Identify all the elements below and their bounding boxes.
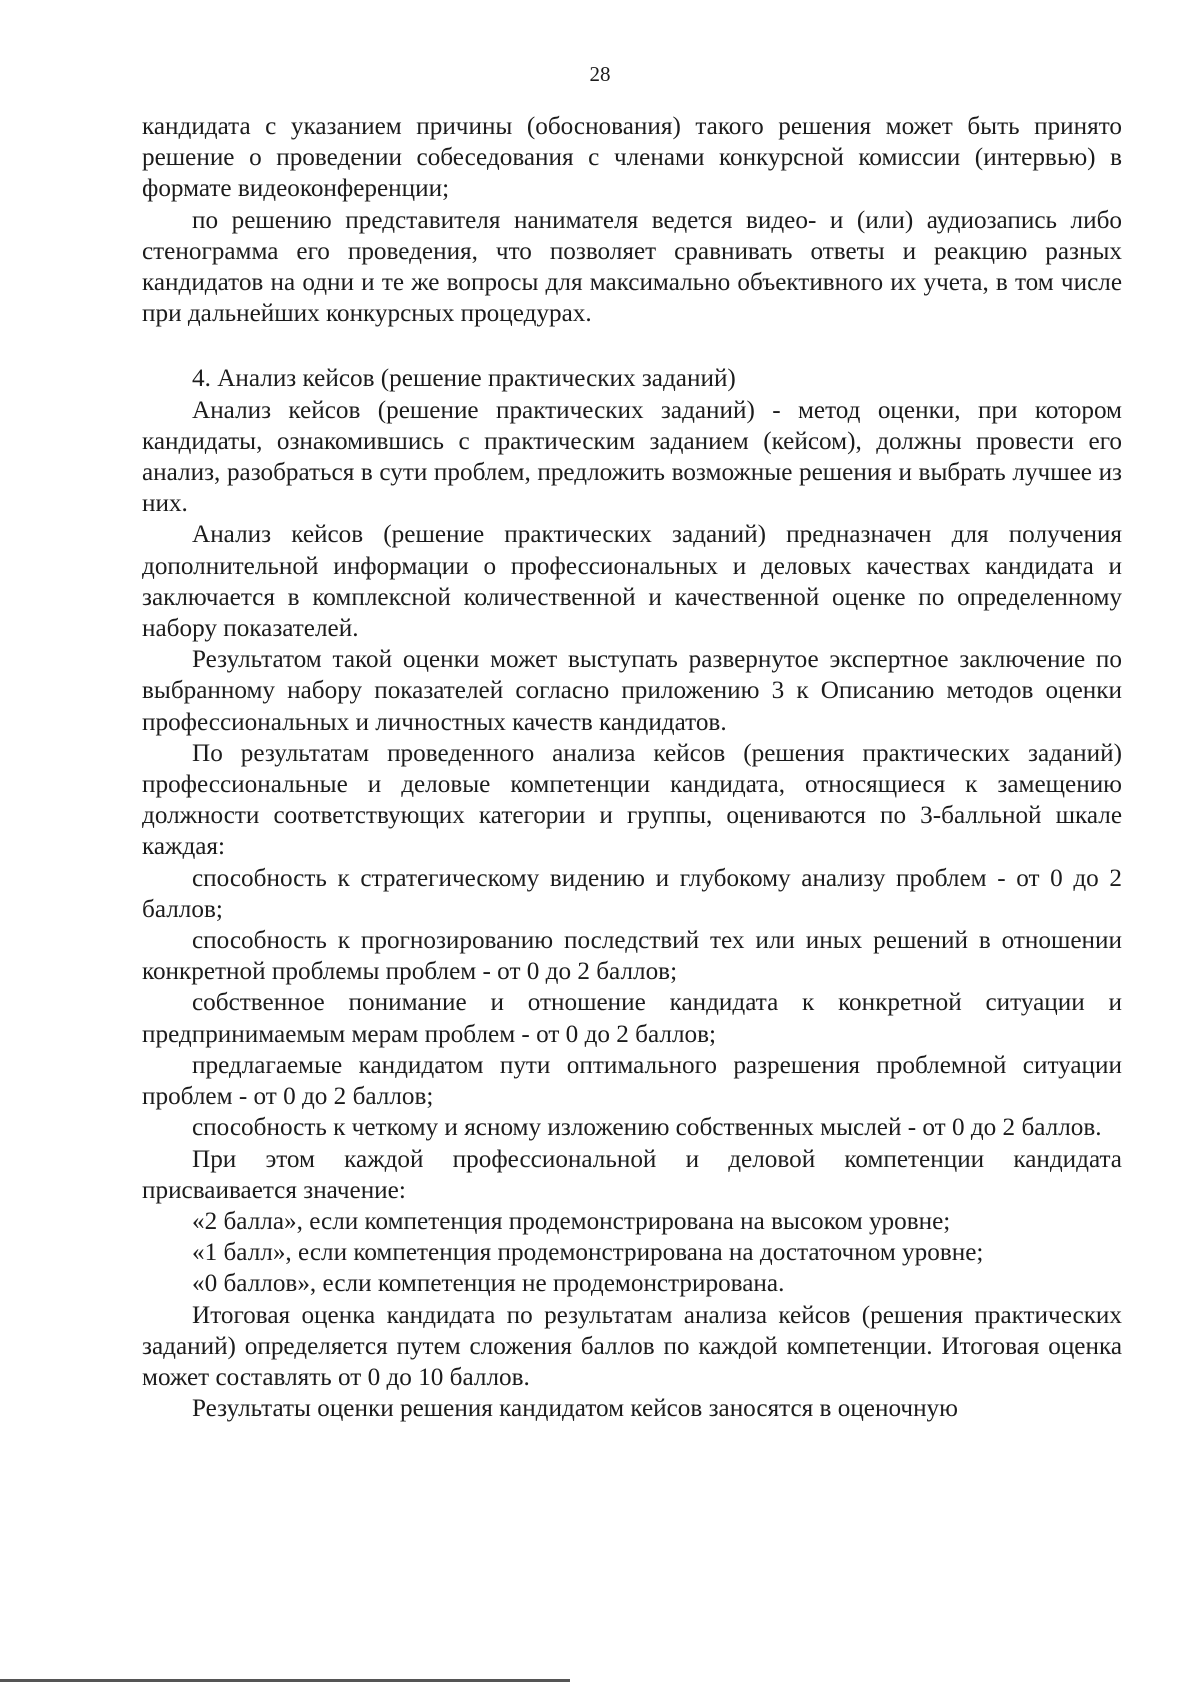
paragraph-1: кандидата с указанием причины (обоснования) такого решения может быть принято решение о проведении собеседования с членами конкурсной комиссии (интервью) в формате видеоконференции; <box>142 113 1122 203</box>
document-body <box>142 111 1122 1424</box>
list-item-1: способность к стратегическому видению и глубокому анализу проблем - от 0 до 2 баллов; <box>142 864 1122 923</box>
scan-edge-line <box>0 1679 570 1682</box>
page-number: 28 <box>589 62 611 86</box>
paragraph-3: Анализ кейсов (решение практических заданий) - метод оценки, при котором кандидаты, ознакомившись с практическим заданием (кейсом), должны провести его анализ, разобраться в сути проблем, предложить возможные решения и выбрать лучшее из них. <box>142 396 1122 518</box>
score-item-1: «1 балл», если компетенция продемонстрирована на достаточном уровне; <box>192 1239 984 1267</box>
paragraph-2: по решению представителя нанимателя ведется видео- и (или) аудиозапись либо стенограмма его проведения, что позволяет сравнивать ответы и реакцию разных кандидатов на одни и те же вопросы для максимально объективного их учета, в том числе при дальнейших конкурсных процедурах. <box>142 206 1122 328</box>
paragraph-5: Результатом такой оценки может выступать развернутое экспертное заключение по выбранному набору показателей согласно приложению 3 к Описанию методов оценки профессиональных и личностных качеств кандидатов. <box>142 646 1122 736</box>
list-item-2: способность к прогнозированию последствий тех или иных решений в отношении конкретной проблемы проблем - от 0 до 2 баллов; <box>142 927 1122 986</box>
score-item-0: «0 баллов», если компетенция не продемонстрирована. <box>192 1270 785 1298</box>
paragraph-6: По результатам проведенного анализа кейсов (решения практических заданий) профессиональные и деловые компетенции кандидата, относящиеся к замещению должности соответствующих категории и группы, оцениваются по 3-балльной шкале каждая: <box>142 739 1122 861</box>
score-item-2: «2 балла», если компетенция продемонстрирована на высоком уровне; <box>192 1207 951 1235</box>
paragraph-7: При этом каждой профессиональной и деловой компетенции кандидата присваивается значение: <box>142 1145 1122 1204</box>
list-item-4: предлагаемые кандидатом пути оптимального разрешения проблемной ситуации проблем - от 0 до 2 баллов; <box>142 1051 1122 1111</box>
paragraph-9: Результаты оценки решения кандидатом кейсов заносятся в оценочную <box>192 1395 958 1423</box>
list-item-3: собственное понимание и отношение кандидата к конкретной ситуации и предпринимаемым мерам проблем - от 0 до 2 баллов; <box>142 989 1122 1048</box>
list-item-5: способность к четкому и ясному изложению собственных мыслей - от 0 до 2 баллов. <box>192 1114 1102 1142</box>
paragraph-8: Итоговая оценка кандидата по результатам анализа кейсов (решения практических заданий) определяется путем сложения баллов по каждой компетенции. Итоговая оценка может составлять от 0 до 10 баллов. <box>142 1301 1122 1391</box>
paragraph-4: Анализ кейсов (решение практических заданий) предназначен для получения дополнительной информации о профессиональных и деловых качествах кандидата и заключается в комплексной количественной и качественной оценке по определенному набору показателей. <box>142 521 1122 643</box>
section-heading: 4. Анализ кейсов (решение практических заданий) <box>192 365 736 393</box>
